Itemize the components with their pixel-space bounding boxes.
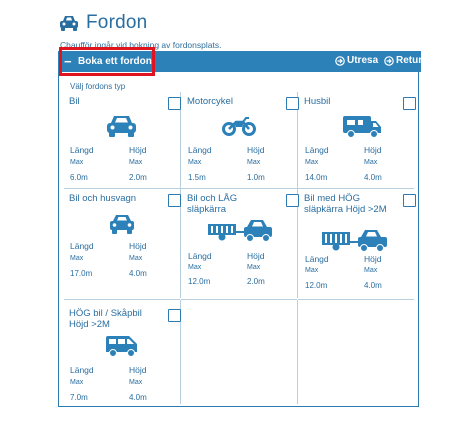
- car-icon: [59, 14, 79, 32]
- vehicle-checkbox[interactable]: [168, 97, 181, 110]
- height-value: 2.0m: [247, 277, 265, 286]
- max-label: Max: [247, 159, 261, 166]
- vehicle-checkbox[interactable]: [168, 194, 181, 207]
- max-label: Max: [70, 379, 84, 386]
- length-value: 1.5m: [188, 173, 206, 182]
- utresa-button[interactable]: [335, 55, 378, 66]
- car-icon: [105, 114, 138, 138]
- vehicle-option-bil-med-hog-slapkarra[interactable]: [304, 193, 416, 289]
- subtitle: Chaufför ingår vid bokning av fordonsplats.: [60, 40, 222, 50]
- vehicle-option-bil[interactable]: [69, 96, 181, 192]
- vehicle-checkbox[interactable]: [168, 309, 181, 322]
- length-label: Längd: [305, 254, 329, 264]
- arrow-circle-right-icon: [384, 56, 394, 66]
- max-label: Max: [364, 159, 378, 166]
- vehicle-checkbox[interactable]: [403, 97, 416, 110]
- height-value: 4.0m: [129, 269, 147, 278]
- length-value: 7.0m: [70, 393, 88, 402]
- height-value: 1.0m: [247, 173, 265, 182]
- camper-icon: [342, 114, 382, 138]
- height-label: Höjd: [364, 145, 382, 155]
- height-label: Höjd: [364, 254, 382, 264]
- car-high-trailer-icon: [304, 227, 388, 253]
- length-label: Längd: [188, 145, 212, 155]
- vehicle-option-hog-bil-skapbil[interactable]: [69, 308, 181, 404]
- length-value: 12.0m: [305, 281, 328, 290]
- utresa-label: Utresa: [347, 55, 379, 66]
- max-label: Max: [188, 159, 202, 166]
- vehicle-option-bil-och-lag-slapkarra[interactable]: [187, 193, 299, 289]
- car-front-icon: [109, 213, 135, 235]
- max-label: Max: [305, 159, 319, 166]
- retur-button[interactable]: [384, 55, 422, 66]
- length-value: 12.0m: [188, 277, 211, 286]
- vehicle-name: Bil: [69, 96, 80, 107]
- length-label: Längd: [70, 241, 94, 251]
- length-value: 6.0m: [70, 173, 88, 182]
- height-value: 2.0m: [129, 173, 147, 182]
- height-value: 4.0m: [364, 281, 382, 290]
- max-label: Max: [364, 267, 378, 274]
- vehicle-option-bil-och-husvagn[interactable]: [69, 193, 181, 289]
- height-label: Höjd: [247, 251, 265, 261]
- collapse-toggle[interactable]: −: [64, 54, 72, 69]
- vehicle-option-motorcykel[interactable]: [187, 96, 299, 192]
- page-header: [59, 12, 147, 34]
- height-value: 4.0m: [364, 173, 382, 182]
- vehicle-name: Motorcykel: [187, 96, 233, 107]
- max-label: Max: [129, 159, 143, 166]
- height-label: Höjd: [247, 145, 265, 155]
- max-label: Max: [70, 255, 84, 262]
- length-label: Längd: [188, 251, 212, 261]
- height-value: 4.0m: [129, 393, 147, 402]
- height-label: Höjd: [129, 145, 147, 155]
- vehicle-checkbox[interactable]: [403, 194, 416, 207]
- vehicle-name: Bil och husvagn: [69, 193, 137, 204]
- car-low-trailer-icon: [207, 217, 273, 243]
- max-label: Max: [247, 264, 261, 271]
- grid-divider: [181, 299, 297, 300]
- length-value: 17.0m: [70, 269, 93, 278]
- van-icon: [105, 335, 139, 357]
- choose-vehicle-type-label: Välj fordons typ: [70, 82, 126, 91]
- length-label: Längd: [70, 365, 94, 375]
- vehicle-checkbox[interactable]: [286, 97, 299, 110]
- length-value: 14.0m: [305, 173, 328, 182]
- retur-label: Retur: [396, 55, 423, 66]
- max-label: Max: [129, 379, 143, 386]
- page-title: Fordon: [86, 12, 148, 33]
- vehicle-checkbox[interactable]: [286, 194, 299, 207]
- vehicle-option-husbil[interactable]: [304, 96, 416, 192]
- book-vehicle-label[interactable]: Boka ett fordon: [78, 56, 152, 67]
- vehicle-name: Bil och LÅG släpkärra: [187, 193, 238, 215]
- vehicle-name: HÖG bil / Skåpbil Höjd >2M: [69, 308, 142, 330]
- max-label: Max: [188, 264, 202, 271]
- grid-divider: [297, 300, 298, 404]
- arrow-circle-right-icon: [335, 56, 345, 66]
- max-label: Max: [70, 159, 84, 166]
- highlight-box: [59, 47, 155, 76]
- max-label: Max: [129, 255, 143, 262]
- grid-divider: [298, 299, 414, 300]
- height-label: Höjd: [129, 365, 147, 375]
- motorcycle-icon: [222, 116, 256, 136]
- length-label: Längd: [70, 145, 94, 155]
- grid-divider: [64, 299, 180, 300]
- vehicle-name: Bil med HÖG släpkärra Höjd >2M: [304, 193, 387, 215]
- height-label: Höjd: [129, 241, 147, 251]
- length-label: Längd: [305, 145, 329, 155]
- max-label: Max: [305, 267, 319, 274]
- vehicle-name: Husbil: [304, 96, 331, 107]
